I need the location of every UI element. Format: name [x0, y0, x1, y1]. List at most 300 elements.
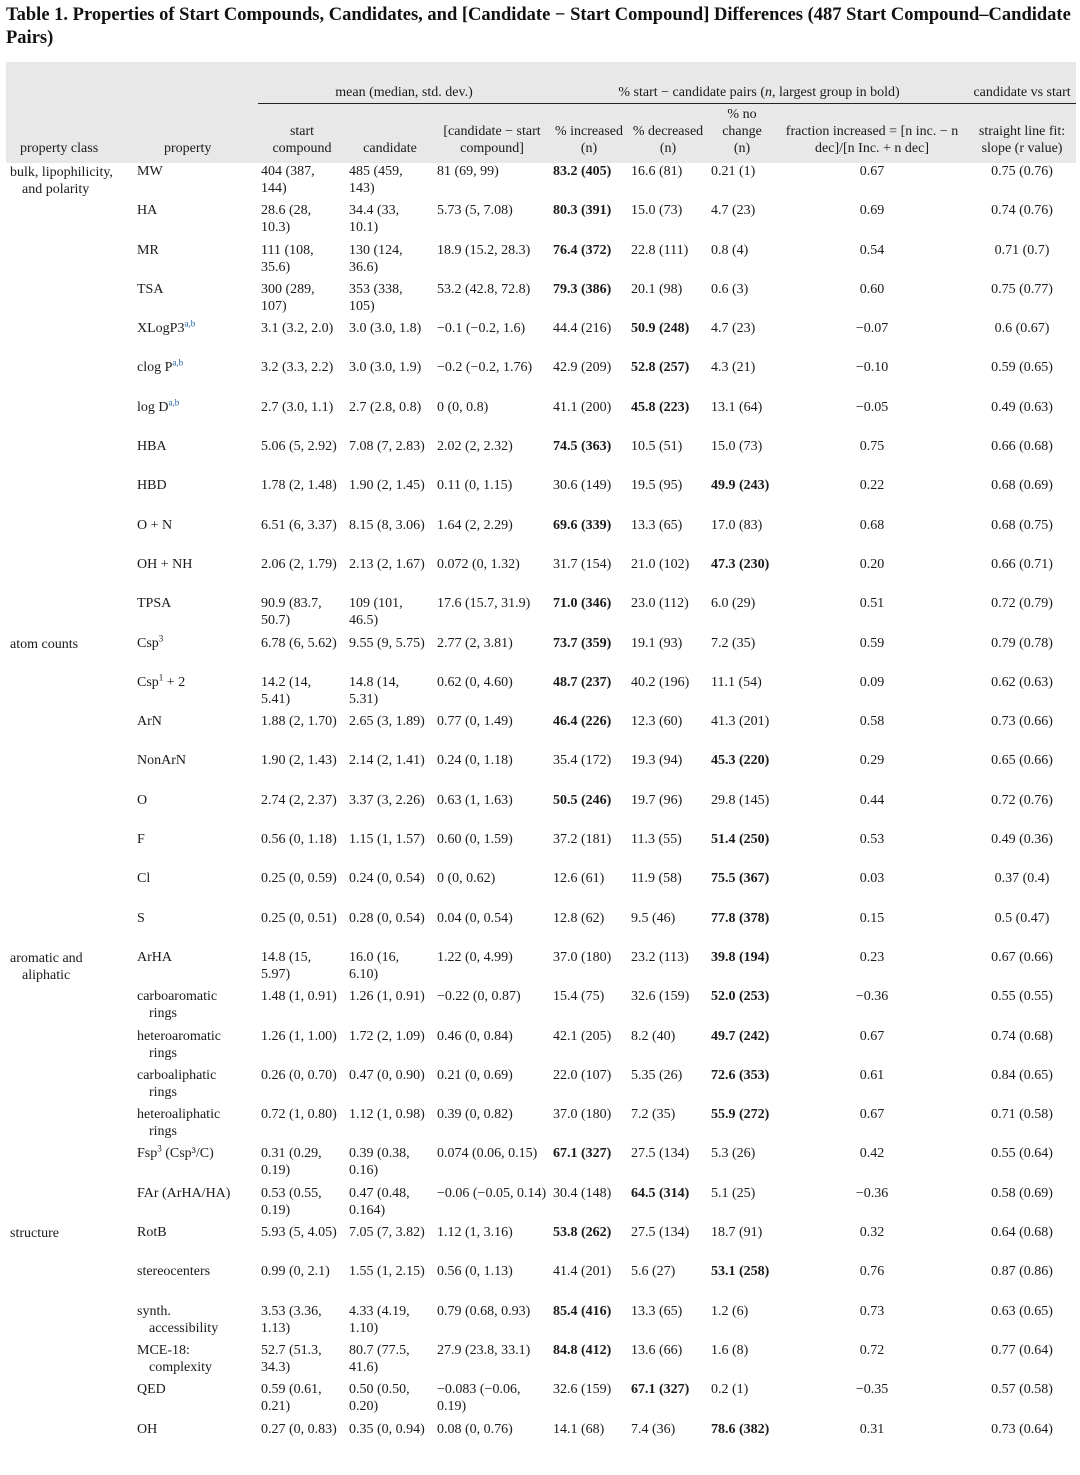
- fraction-increased: 0.23: [859, 949, 885, 965]
- pct-decreased: 12.3 (60): [631, 714, 683, 730]
- header-group-pairs: [550, 62, 968, 104]
- property-name-cont: accessibility: [149, 1320, 219, 1336]
- pct-increased: 41.1 (200): [553, 399, 612, 415]
- table-row: [6, 910, 1076, 949]
- start-value: 3.2 (3.3, 2.2): [261, 360, 334, 376]
- property-cell: [134, 320, 258, 359]
- pct-no-change: 4.3 (21): [711, 360, 756, 376]
- property-name: Fsp: [137, 1146, 158, 1162]
- pct-increased: 85.4 (416): [553, 1303, 612, 1319]
- property-class-cell: [6, 281, 134, 320]
- start-value: 2.06 (2, 1.79): [261, 556, 337, 572]
- difference-value: 53.2 (42.8, 72.8): [437, 281, 531, 297]
- fraction-increased: 0.75: [859, 439, 885, 455]
- col-increased-label: % increased: [555, 124, 624, 139]
- pct-decreased: 15.0 (73): [631, 203, 683, 219]
- property-class-cell: [6, 1224, 134, 1263]
- difference-value: 0.04 (0, 0.54): [437, 910, 513, 926]
- col-increased-n: (n): [580, 141, 598, 156]
- table-row: [6, 831, 1076, 870]
- candidate-value: 3.0 (3.0, 1.8): [349, 321, 422, 337]
- start-value: 90.9 (83.7, 50.7): [261, 596, 322, 629]
- property-cell: [134, 399, 258, 438]
- pct-increased: 42.9 (209): [553, 360, 612, 376]
- pct-increased: 30.6 (149): [553, 478, 612, 494]
- pct-no-change: 4.7 (23): [711, 321, 756, 337]
- candidate-value: 1.72 (2, 1.09): [349, 1028, 425, 1044]
- fraction-increased: 0.58: [859, 714, 885, 730]
- candidate-value: 4.33 (4.19, 1.10): [349, 1303, 410, 1336]
- slope-value: 0.71 (0.7): [994, 242, 1050, 258]
- difference-value: 0.11 (0, 1.15): [437, 478, 513, 494]
- difference-value: 5.73 (5, 7.08): [437, 203, 513, 219]
- pct-decreased: 8.2 (40): [631, 1028, 676, 1044]
- property-cell: [134, 1145, 258, 1184]
- pct-increased: 41.4 (201): [553, 1264, 612, 1280]
- slope-value: 0.79 (0.78): [991, 635, 1053, 651]
- property-name: QED: [137, 1382, 166, 1398]
- fraction-increased: 0.72: [859, 1342, 885, 1358]
- candidate-value: 0.47 (0, 0.90): [349, 1067, 425, 1083]
- fraction-increased: 0.15: [859, 910, 885, 926]
- property-name: MR: [137, 242, 159, 258]
- pct-no-change: 13.1 (64): [711, 399, 763, 415]
- start-value: 0.26 (0, 0.70): [261, 1067, 337, 1083]
- candidate-value: 1.12 (1, 0.98): [349, 1107, 425, 1123]
- pct-no-change: 0.21 (1): [711, 164, 756, 179]
- property-cell: [134, 1224, 258, 1263]
- pct-no-change: 77.8 (378): [711, 910, 770, 926]
- slope-value: 0.55 (0.55): [991, 989, 1053, 1005]
- candidate-value: 1.26 (1, 0.91): [349, 989, 425, 1005]
- start-value: 6.78 (6, 5.62): [261, 635, 337, 651]
- pct-no-change: 41.3 (201): [711, 714, 770, 730]
- start-value: 0.27 (0, 0.83): [261, 1421, 337, 1437]
- slope-value: 0.87 (0.86): [991, 1264, 1053, 1280]
- candidate-value: 109 (101, 46.5): [349, 596, 403, 629]
- property-cell: [134, 242, 258, 281]
- fraction-increased: 0.29: [859, 753, 885, 769]
- pct-decreased: 19.1 (93): [631, 635, 683, 651]
- col-diff: [candidate − start compound]: [434, 104, 550, 164]
- property-name-cont: rings: [149, 1124, 177, 1140]
- candidate-value: 34.4 (33, 10.1): [349, 203, 400, 236]
- table-row: [6, 713, 1076, 752]
- property-class-cell: [6, 1106, 134, 1145]
- table-row: [6, 477, 1076, 516]
- property-class-cell: [6, 870, 134, 909]
- pct-decreased: 10.5 (51): [631, 439, 683, 455]
- pct-decreased: 5.35 (26): [631, 1067, 683, 1083]
- table-row: [6, 1145, 1076, 1184]
- property-cell: [134, 477, 258, 516]
- candidate-value: 2.7 (2.8, 0.8): [349, 399, 422, 415]
- fraction-increased: 0.67: [859, 164, 885, 179]
- property-cell: [134, 595, 258, 634]
- pct-decreased: 22.8 (111): [631, 242, 689, 258]
- start-value: 0.31 (0.29, 0.19): [261, 1146, 322, 1179]
- property-cell: [134, 1263, 258, 1302]
- property-cell: [134, 988, 258, 1027]
- table-row: [6, 988, 1076, 1027]
- slope-value: 0.68 (0.69): [991, 478, 1053, 494]
- start-value: 1.48 (1, 0.91): [261, 989, 337, 1005]
- pct-no-change: 1.2 (6): [711, 1303, 749, 1319]
- property-cell: [134, 163, 258, 202]
- difference-value: 0.62 (0, 4.60): [437, 674, 513, 690]
- slope-value: 0.73 (0.64): [991, 1421, 1053, 1437]
- slope-value: 0.72 (0.79): [991, 596, 1053, 612]
- candidate-value: 0.24 (0, 0.54): [349, 871, 425, 887]
- candidate-value: 14.8 (14, 5.31): [349, 674, 400, 707]
- pct-increased: 22.0 (107): [553, 1067, 612, 1083]
- property-class-cell: [6, 163, 134, 202]
- candidate-value: 1.15 (1, 1.57): [349, 832, 425, 848]
- property-class-cont: aliphatic: [22, 967, 71, 983]
- start-value: 0.25 (0, 0.59): [261, 871, 337, 887]
- pct-increased: 69.6 (339): [553, 517, 612, 533]
- slope-value: 0.73 (0.66): [991, 714, 1053, 730]
- slope-value: 0.74 (0.76): [991, 203, 1053, 219]
- properties-table: [6, 62, 1076, 1460]
- pct-decreased: 52.8 (257): [631, 360, 690, 376]
- property-name: stereocenters: [137, 1264, 211, 1280]
- candidate-value: 1.90 (2, 1.45): [349, 478, 425, 494]
- pct-no-change: 52.0 (253): [711, 989, 770, 1005]
- pct-increased: 84.8 (412): [553, 1342, 612, 1358]
- property-superscript: 3: [158, 632, 164, 643]
- difference-value: 0.21 (0, 0.69): [437, 1067, 513, 1083]
- property-class-cell: [6, 1067, 134, 1106]
- start-value: 0.56 (0, 1.18): [261, 832, 337, 848]
- property-cell: [134, 517, 258, 556]
- pct-increased: 79.3 (386): [553, 281, 612, 297]
- property-class-cell: [6, 1421, 134, 1460]
- property-cell: [134, 438, 258, 477]
- footnote-marker: a,b: [184, 318, 196, 329]
- header-group-vs: candidate vs start: [968, 62, 1076, 104]
- property-name: synth.: [137, 1303, 171, 1319]
- difference-value: 0 (0, 0.8): [437, 399, 489, 415]
- slope-value: 0.59 (0.65): [991, 360, 1053, 376]
- fraction-increased: −0.36: [855, 989, 889, 1005]
- table-row: [6, 438, 1076, 477]
- property-cell: [134, 1421, 258, 1460]
- difference-value: 2.02 (2, 2.32): [437, 439, 513, 455]
- col-nochange-label: % no change: [722, 107, 762, 139]
- property-class-cell: [6, 320, 134, 359]
- pct-decreased: 13.3 (65): [631, 517, 683, 533]
- difference-value: 0.46 (0, 0.84): [437, 1028, 513, 1044]
- property-class-cell: [6, 399, 134, 438]
- pct-decreased: 40.2 (196): [631, 674, 690, 690]
- property-name: HBA: [137, 439, 167, 455]
- property-cell: [134, 831, 258, 870]
- candidate-value: 0.47 (0.48, 0.164): [349, 1185, 410, 1218]
- pct-no-change: 47.3 (230): [711, 556, 770, 572]
- pct-no-change: 39.8 (194): [711, 949, 770, 965]
- fraction-increased: 0.53: [859, 832, 885, 848]
- col-fraction: fraction increased = [n inc. − n dec]/[n Inc. + n dec]: [776, 104, 968, 164]
- property-class: atom counts: [10, 636, 79, 652]
- difference-value: 17.6 (15.7, 31.9): [437, 596, 531, 612]
- pct-no-change: 55.9 (272): [711, 1107, 770, 1123]
- slope-value: 0.71 (0.58): [991, 1107, 1053, 1123]
- property-class-cell: [6, 517, 134, 556]
- start-value: 0.99 (0, 2.1): [261, 1264, 330, 1280]
- slope-value: 0.49 (0.63): [991, 399, 1053, 415]
- pct-decreased: 23.2 (113): [631, 949, 689, 965]
- table-row: [6, 1185, 1076, 1224]
- table-row: [6, 1028, 1076, 1067]
- pct-decreased: 16.6 (81): [631, 164, 683, 179]
- start-value: 2.74 (2, 2.37): [261, 792, 337, 808]
- property-name: ArN: [137, 714, 162, 730]
- pct-increased: 12.8 (62): [553, 910, 605, 926]
- difference-value: 1.64 (2, 2.29): [437, 517, 513, 533]
- property-cell: [134, 1106, 258, 1145]
- candidate-value: 2.13 (2, 1.67): [349, 556, 425, 572]
- table-row: [6, 281, 1076, 320]
- property-name-cont: rings: [149, 1045, 177, 1061]
- pct-increased: 32.6 (159): [553, 1382, 612, 1398]
- pct-decreased: 50.9 (248): [631, 321, 690, 337]
- pct-no-change: 4.7 (23): [711, 203, 756, 219]
- slope-value: 0.72 (0.76): [991, 792, 1053, 808]
- slope-value: 0.58 (0.69): [991, 1185, 1053, 1201]
- table-row: [6, 752, 1076, 791]
- property-name: NonArN: [137, 753, 186, 769]
- property-cell: [134, 1342, 258, 1381]
- col-decreased: [628, 104, 708, 164]
- pct-no-change: 0.8 (4): [711, 242, 749, 258]
- property-name-cont: rings: [149, 1006, 177, 1022]
- fraction-increased: 0.59: [859, 635, 885, 651]
- pct-no-change: 51.4 (250): [711, 832, 770, 848]
- candidate-value: 2.14 (2, 1.41): [349, 753, 425, 769]
- property-name: carboaromatic: [137, 989, 218, 1005]
- property-cell: [134, 713, 258, 752]
- property-name: TSA: [137, 281, 164, 297]
- pct-decreased: 13.6 (66): [631, 1342, 683, 1358]
- start-value: 3.53 (3.36, 1.13): [261, 1303, 322, 1336]
- pct-no-change: 18.7 (91): [711, 1225, 763, 1241]
- pct-increased: 37.0 (180): [553, 949, 612, 965]
- table-row: [6, 595, 1076, 634]
- difference-value: 18.9 (15.2, 28.3): [437, 242, 531, 258]
- start-value: 1.90 (2, 1.43): [261, 753, 337, 769]
- difference-value: −0.06 (−0.05, 0.14): [437, 1185, 547, 1201]
- fraction-increased: 0.67: [859, 1028, 885, 1044]
- fraction-increased: 0.09: [859, 674, 885, 690]
- footnote-marker: a,b: [172, 357, 184, 368]
- property-class-cell: [6, 477, 134, 516]
- table-row: [6, 202, 1076, 241]
- property-class-cell: [6, 1381, 134, 1420]
- fraction-increased: 0.76: [859, 1264, 885, 1280]
- property-superscript: 3: [157, 1143, 162, 1154]
- property-name: FAr (ArHA/HA): [137, 1185, 231, 1201]
- table-row: [6, 359, 1076, 398]
- slope-value: 0.68 (0.75): [991, 517, 1053, 533]
- slope-value: 0.62 (0.63): [991, 674, 1053, 690]
- start-value: 3.1 (3.2, 2.0): [261, 321, 334, 337]
- property-class-cell: [6, 1342, 134, 1381]
- pct-increased: 50.5 (246): [553, 792, 612, 808]
- start-value: 6.51 (6, 3.37): [261, 517, 337, 533]
- pct-increased: 67.1 (327): [553, 1146, 612, 1162]
- slope-value: 0.5 (0.47): [994, 910, 1050, 926]
- slope-value: 0.55 (0.64): [991, 1146, 1053, 1162]
- property-class-cell: [6, 1145, 134, 1184]
- table-row: [6, 1303, 1076, 1342]
- start-value: 5.06 (5, 2.92): [261, 439, 337, 455]
- pct-increased: 30.4 (148): [553, 1185, 612, 1201]
- pct-decreased: 7.4 (36): [631, 1421, 676, 1437]
- property-cell: [134, 910, 258, 949]
- candidate-value: 7.05 (7, 3.82): [349, 1225, 425, 1241]
- difference-value: 0.074 (0.06, 0.15): [437, 1146, 538, 1162]
- slope-value: 0.57 (0.58): [991, 1382, 1053, 1398]
- candidate-value: 1.55 (1, 2.15): [349, 1264, 425, 1280]
- property-cell: [134, 752, 258, 791]
- pct-increased: 44.4 (216): [553, 321, 612, 337]
- table-row: [6, 163, 1076, 202]
- property-name: O + N: [137, 517, 173, 533]
- pct-no-change: 5.1 (25): [711, 1185, 756, 1201]
- pct-decreased: 64.5 (314): [631, 1185, 690, 1201]
- start-value: 1.78 (2, 1.48): [261, 478, 337, 494]
- property-class: structure: [10, 1226, 59, 1242]
- footnote-marker: a,b: [168, 397, 180, 408]
- table-row: [6, 949, 1076, 988]
- pct-increased: 31.7 (154): [553, 556, 612, 572]
- difference-value: 27.9 (23.8, 33.1): [437, 1342, 531, 1358]
- difference-value: 0.08 (0, 0.76): [437, 1421, 513, 1437]
- table-row: [6, 1067, 1076, 1106]
- property-class-cell: [6, 1028, 134, 1067]
- col-start: start compound: [258, 104, 346, 164]
- pct-increased: 73.7 (359): [553, 635, 612, 651]
- difference-value: −0.083 (−0.06, 0.19): [437, 1382, 521, 1415]
- property-cell: [134, 674, 258, 713]
- start-value: 14.8 (15, 5.97): [261, 949, 312, 982]
- pct-no-change: 72.6 (353): [711, 1067, 770, 1083]
- fraction-increased: 0.42: [859, 1146, 885, 1162]
- pct-decreased: 9.5 (46): [631, 910, 676, 926]
- property-class-cell: [6, 595, 134, 634]
- table-row: [6, 1224, 1076, 1263]
- table-header: [6, 62, 1076, 163]
- col-property: property: [134, 104, 258, 164]
- property-cell: [134, 1185, 258, 1224]
- pct-increased: 12.6 (61): [553, 871, 605, 887]
- property-class-cell: [6, 949, 134, 988]
- pct-increased: 37.0 (180): [553, 1107, 612, 1123]
- property-name: S: [137, 910, 145, 926]
- col-nochange: [708, 104, 776, 164]
- pct-no-change: 1.6 (8): [711, 1342, 749, 1358]
- pct-no-change: 15.0 (73): [711, 439, 763, 455]
- pct-increased: 15.4 (75): [553, 989, 605, 1005]
- property-cell: [134, 281, 258, 320]
- slope-value: 0.75 (0.77): [991, 281, 1053, 297]
- property-class-cell: [6, 752, 134, 791]
- pct-decreased: 11.9 (58): [631, 871, 682, 887]
- fraction-increased: 0.31: [859, 1421, 885, 1437]
- slope-value: 0.66 (0.71): [991, 556, 1053, 572]
- slope-value: 0.75 (0.76): [991, 164, 1053, 179]
- fraction-increased: −0.35: [855, 1382, 889, 1398]
- candidate-value: 7.08 (7, 2.83): [349, 439, 425, 455]
- property-suffix: (Csp³/C): [161, 1146, 214, 1162]
- table-row: [6, 1263, 1076, 1302]
- start-value: 300 (289, 107): [261, 281, 315, 314]
- fraction-increased: 0.20: [859, 556, 885, 572]
- pct-decreased: 27.5 (134): [631, 1225, 690, 1241]
- start-value: 1.26 (1, 1.00): [261, 1028, 337, 1044]
- property-class-cell: [6, 1185, 134, 1224]
- slope-value: 0.64 (0.68): [991, 1225, 1053, 1241]
- pct-decreased: 45.8 (223): [631, 399, 690, 415]
- table-row: [6, 1381, 1076, 1420]
- fraction-increased: −0.36: [855, 1185, 889, 1201]
- start-value: 111 (108, 35.6): [261, 242, 314, 275]
- property-class-cell: [6, 242, 134, 281]
- pct-increased: 42.1 (205): [553, 1028, 612, 1044]
- pct-increased: 37.2 (181): [553, 832, 612, 848]
- property-class: bulk, lipophilicity,: [10, 165, 113, 180]
- candidate-value: 0.39 (0.38, 0.16): [349, 1146, 410, 1179]
- table-row: [6, 674, 1076, 713]
- pct-decreased: 13.3 (65): [631, 1303, 683, 1319]
- candidate-value: 3.0 (3.0, 1.9): [349, 360, 422, 376]
- difference-value: 0.56 (0, 1.13): [437, 1264, 513, 1280]
- fraction-increased: −0.07: [855, 321, 889, 337]
- difference-value: 0.39 (0, 0.82): [437, 1107, 513, 1123]
- fraction-increased: 0.73: [859, 1303, 885, 1319]
- fraction-increased: 0.54: [859, 242, 885, 258]
- property-class-cell: [6, 1303, 134, 1342]
- difference-value: 0.072 (0, 1.32): [437, 556, 520, 572]
- pct-decreased: 67.1 (327): [631, 1382, 690, 1398]
- difference-value: 0.63 (1, 1.63): [437, 792, 513, 808]
- table-row: [6, 870, 1076, 909]
- difference-value: 0.60 (0, 1.59): [437, 832, 513, 848]
- header-group-mean: mean (median, std. dev.): [258, 62, 550, 104]
- property-name: XLogP3: [137, 321, 185, 337]
- fraction-increased: 0.67: [859, 1107, 885, 1123]
- property-class-cell: [6, 1263, 134, 1302]
- table-caption: Table 1. Properties of Start Compounds, Candidates, and [Candidate − Start Compound] Differences (487 Start Compound–Candidate Pairs): [6, 5, 1071, 48]
- candidate-value: 8.15 (8, 3.06): [349, 517, 425, 533]
- pct-no-change: 5.3 (26): [711, 1146, 756, 1162]
- slope-value: 0.67 (0.66): [991, 949, 1053, 965]
- pct-increased: 83.2 (405): [553, 164, 612, 179]
- pct-no-change: 49.9 (243): [711, 478, 770, 494]
- property-cell: [134, 632, 258, 674]
- property-cell: [134, 556, 258, 595]
- pct-no-change: 0.6 (3): [711, 281, 749, 297]
- start-value: 1.88 (2, 1.70): [261, 714, 337, 730]
- table-row: [6, 320, 1076, 359]
- difference-value: −0.1 (−0.2, 1.6): [437, 321, 526, 337]
- pct-no-change: 53.1 (258): [711, 1264, 770, 1280]
- pct-increased: 46.4 (226): [553, 714, 612, 730]
- pct-decreased: 5.6 (27): [631, 1264, 676, 1280]
- start-value: 0.59 (0.61, 0.21): [261, 1382, 322, 1415]
- col-decreased-n: (n): [659, 141, 677, 156]
